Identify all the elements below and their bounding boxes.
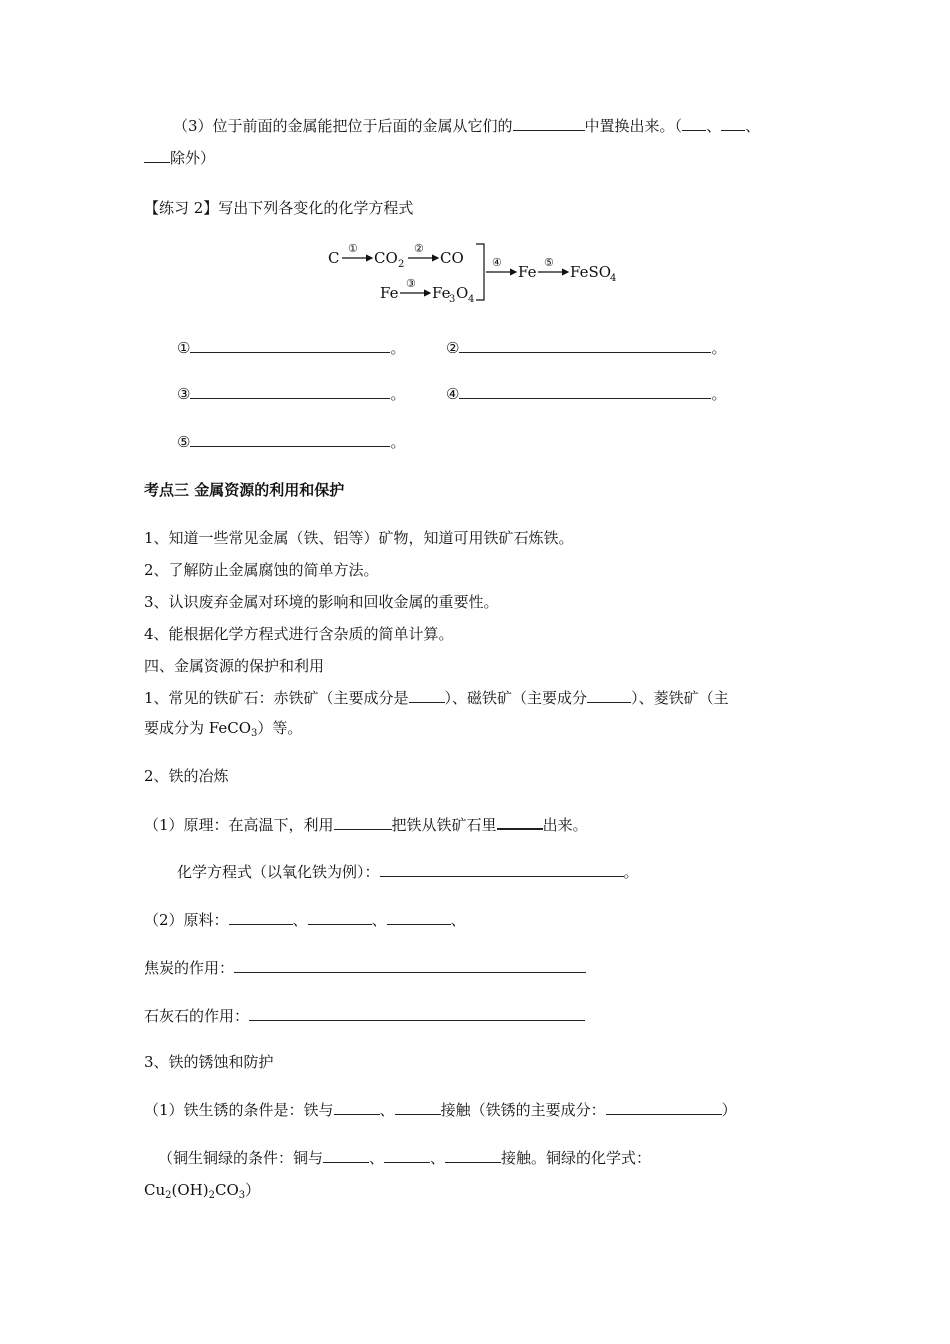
smelt-title: 2、铁的冶炼	[144, 767, 229, 785]
formula-fe3o4-sub4: 4	[468, 294, 475, 305]
s4-title: 四、金属资源的保护和利用	[144, 657, 325, 675]
formula-co: CO	[440, 249, 464, 267]
blank[interactable]	[513, 116, 585, 131]
rust-line-2: （铜生铜绿的条件：铜与 、 、 接触。铜绿的化学式：	[158, 1149, 652, 1167]
step-1-label: ①	[348, 242, 358, 255]
blank[interactable]	[384, 1148, 430, 1163]
rust-title: 3、铁的锈蚀和防护	[144, 1053, 274, 1071]
practice2-title: 【练习 2】写出下列各变化的化学方程式	[144, 199, 414, 217]
kd3-item-3: 3、认识废弃金属对环境的影响和回收金属的重要性。	[144, 593, 499, 611]
kd3-item-2: 2、了解防止金属腐蚀的简单方法。	[144, 561, 379, 579]
lime-role: 石灰石的作用：	[144, 1006, 585, 1026]
q3-line1: （3）位于前面的金属能把位于后面的金属从它们的 中置换出来。（ 、 、	[173, 117, 761, 135]
blank[interactable]	[587, 688, 631, 703]
formula-fe3o4-a: Fe	[432, 284, 451, 302]
answer-3: ③ 。	[177, 385, 406, 403]
answer-3-blank[interactable]	[190, 384, 390, 399]
smelt-principle: （1）原理：在高温下，利用 把铁从铁矿石里 出来。	[144, 816, 588, 834]
blank[interactable]	[229, 910, 293, 925]
kd3-item-1: 1、知道一些常见金属（铁、铝等）矿物，知道可用铁矿石炼铁。	[144, 529, 574, 547]
step-4-label: ④	[492, 256, 502, 269]
formula-fe3o4-b: O	[456, 284, 469, 302]
blank[interactable]	[445, 1148, 501, 1163]
smelt-raw: （2）原料： 、 、 、	[144, 911, 466, 929]
answer-2-blank[interactable]	[459, 338, 711, 353]
answer-1: ① 。	[177, 339, 406, 357]
formula-fe: Fe	[380, 284, 399, 302]
smelt-equation: 化学方程式（以氧化铁为例）： 。	[177, 863, 639, 881]
blank[interactable]	[308, 910, 372, 925]
blank[interactable]	[334, 815, 392, 830]
answer-2: ② 。	[446, 339, 727, 357]
answer-5: ⑤ 。	[177, 433, 406, 451]
blank[interactable]	[249, 1006, 585, 1021]
blank[interactable]	[380, 862, 624, 877]
ore-line-2: 要成分为 FeCO$_3$）等。	[144, 719, 303, 739]
blank[interactable]	[234, 958, 586, 973]
blank[interactable]	[395, 1100, 441, 1115]
step-5-label: ⑤	[544, 256, 554, 269]
blank[interactable]	[334, 1100, 380, 1115]
step-3-label: ③	[406, 277, 416, 290]
bracket	[476, 244, 484, 300]
kd3-item-4: 4、能根据化学方程式进行含杂质的简单计算。	[144, 625, 454, 643]
answer-5-blank[interactable]	[190, 432, 390, 447]
formula-co2: CO	[374, 249, 398, 267]
formula-feso4: FeSO	[570, 263, 612, 281]
blank[interactable]	[144, 148, 170, 163]
step-2-label: ②	[414, 242, 424, 255]
answer-4-blank[interactable]	[459, 384, 711, 399]
answer-1-blank[interactable]	[190, 338, 390, 353]
blank[interactable]	[409, 688, 445, 703]
formula-fe-out: Fe	[518, 263, 537, 281]
kd3-title: 考点三 金属资源的利用和保护	[144, 481, 345, 499]
formula-co2-sub: 2	[398, 259, 405, 270]
formula-feso4-sub: 4	[610, 273, 617, 284]
formula-c: C	[328, 249, 340, 267]
formula-fe3o4-sub3: 3	[449, 294, 456, 305]
reaction-diagram	[318, 238, 628, 308]
ore-line-1: 1、常见的铁矿石：赤铁矿（主要成分是 ）、磁铁矿（主要成分 ）、菱铁矿（主	[144, 689, 729, 707]
coke-role: 焦炭的作用：	[144, 958, 586, 978]
answer-4: ④ 。	[446, 385, 727, 403]
blank[interactable]	[606, 1100, 722, 1115]
blank[interactable]	[682, 116, 706, 131]
blank[interactable]	[497, 814, 543, 830]
q3-line2: 除外）	[144, 148, 215, 168]
blank[interactable]	[323, 1148, 369, 1163]
rust-line-1: （1）铁生锈的条件是：铁与 、 接触（铁锈的主要成分： ）	[144, 1101, 737, 1119]
rust-line-3: $Cu_2(OH)_2CO_3$）	[144, 1181, 261, 1201]
blank[interactable]	[721, 116, 745, 131]
blank[interactable]	[387, 910, 451, 925]
